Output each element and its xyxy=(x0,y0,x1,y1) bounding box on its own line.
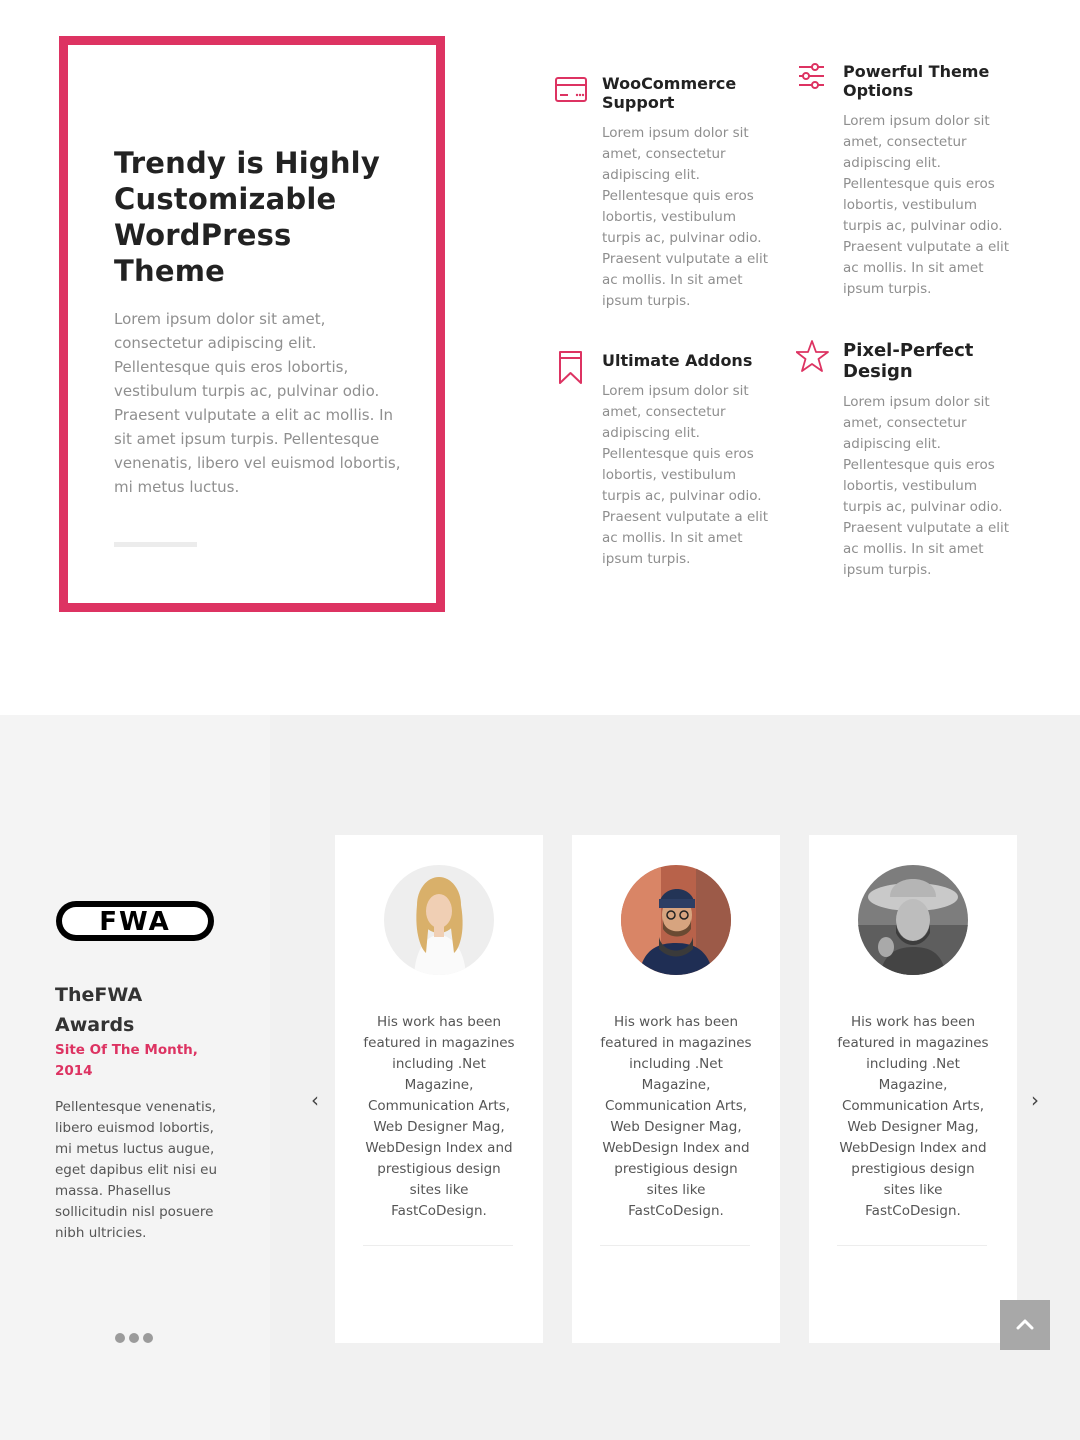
pagination-dot[interactable] xyxy=(115,1333,125,1343)
hero-divider xyxy=(114,542,197,547)
feature-title: Powerful Theme Options xyxy=(843,62,990,100)
feature-title: Pixel-Perfect Design xyxy=(843,340,974,382)
chevron-right-icon: › xyxy=(1031,1088,1039,1112)
pagination-dot[interactable] xyxy=(143,1333,153,1343)
testimonial-card xyxy=(809,835,1017,1343)
sliders-icon xyxy=(796,62,830,96)
hero-box xyxy=(59,36,445,612)
fwa-logo xyxy=(54,895,216,947)
testimonial-card xyxy=(335,835,543,1343)
chevron-left-icon: ‹ xyxy=(311,1088,319,1112)
svg-text:FWA: FWA xyxy=(99,907,171,937)
pagination-dots xyxy=(115,1333,153,1343)
credit-card-icon xyxy=(555,74,589,108)
feature-woocommerce xyxy=(555,74,785,324)
feature-theme-options xyxy=(796,62,1026,312)
hero-text: Lorem ipsum dolor sit amet, consectetur adipiscing elit. Pellentesque quis eros lobortis, vestibulum turpis ac, pulvinar odio. Praesent vulputate a elit ac mollis. In sit amet ipsum turpis. Pellentesque venenatis, libero vel euismod lobortis, mi metus luctus. xyxy=(114,310,401,496)
avatar xyxy=(384,865,494,975)
testimonials-section xyxy=(0,715,1080,1440)
avatar xyxy=(621,865,731,975)
award-text: Pellentesque venenatis, libero euismod lobortis, mi metus luctus augue, eget dapibus elit nisi eu massa. Phasellus sollicitudin nisl posuere nibh ultricies. xyxy=(55,1099,218,1241)
feature-text: Lorem ipsum dolor sit amet, consectetur adipiscing elit. Pellentesque quis eros lobortis, vestibulum turpis ac, pulvinar odio. Praesent vulputate a elit ac mollis. In sit amet ipsum turpis. xyxy=(602,125,769,309)
hero-title: Trendy is Highly Customizable WordPress Theme xyxy=(114,146,380,288)
star-icon xyxy=(796,340,830,374)
feature-title: WooCommerce Support xyxy=(602,74,737,112)
back-to-top-button[interactable] xyxy=(1000,1300,1050,1350)
feature-text: Lorem ipsum dolor sit amet, consectetur adipiscing elit. Pellentesque quis eros lobortis, vestibulum turpis ac, pulvinar odio. Praesent vulputate a elit ac mollis. In sit amet ipsum turpis. xyxy=(602,383,769,567)
feature-pixel-perfect xyxy=(796,340,1026,590)
card-divider xyxy=(363,1245,513,1246)
award-title: TheFWA Awards xyxy=(55,984,143,1036)
slider-prev-button[interactable] xyxy=(305,1090,325,1110)
bookmark-icon xyxy=(555,351,589,385)
card-divider xyxy=(600,1245,750,1246)
card-divider xyxy=(837,1245,987,1246)
testimonial-text: His work has been featured in magazines including .Net Magazine, Communication Arts, Web Designer Mag, WebDesign Index and prestigious design sites like FastCoDesign. xyxy=(363,1014,515,1219)
feature-text: Lorem ipsum dolor sit amet, consectetur adipiscing elit. Pellentesque quis eros lobortis, vestibulum turpis ac, pulvinar odio. Praesent vulputate a elit ac mollis. In sit amet ipsum turpis. xyxy=(843,113,1010,297)
slider-next-button[interactable] xyxy=(1025,1090,1045,1110)
testimonial-text: His work has been featured in magazines including .Net Magazine, Communication Arts, Web Designer Mag, WebDesign Index and prestigious design sites like FastCoDesign. xyxy=(837,1014,989,1219)
feature-text: Lorem ipsum dolor sit amet, consectetur adipiscing elit. Pellentesque quis eros lobortis, vestibulum turpis ac, pulvinar odio. Praesent vulputate a elit ac mollis. In sit amet ipsum turpis. xyxy=(843,394,1010,578)
pagination-dot[interactable] xyxy=(129,1333,139,1343)
feature-ultimate-addons xyxy=(555,351,785,581)
testimonial-text: His work has been featured in magazines including .Net Magazine, Communication Arts, Web Designer Mag, WebDesign Index and prestigious design sites like FastCoDesign. xyxy=(600,1014,752,1219)
feature-title: Ultimate Addons xyxy=(602,351,753,370)
award-panel xyxy=(0,715,270,1440)
chevron-up-icon xyxy=(1015,1317,1035,1331)
award-subtitle: Site Of The Month, 2014 xyxy=(55,1042,198,1079)
testimonial-card xyxy=(572,835,780,1343)
avatar xyxy=(858,865,968,975)
